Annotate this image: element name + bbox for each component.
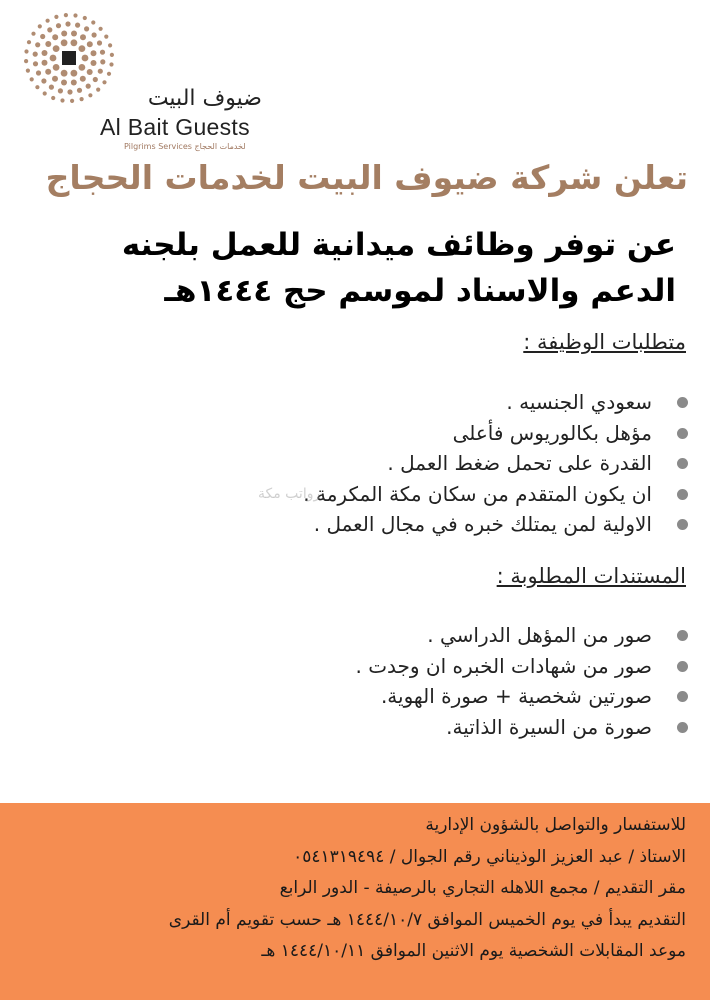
headline (16, 222, 676, 314)
logo-dot (110, 53, 114, 57)
logo-dot (79, 45, 86, 52)
logo-dot (24, 59, 28, 63)
logo-dot (104, 35, 108, 39)
logo-dot (84, 26, 89, 31)
footer-location-line: مقر التقديم / مجمع اللاهله التجاري بالرصيفة - الدور الرابع (279, 878, 686, 898)
footer-text (16, 810, 686, 968)
logo-dot (80, 34, 86, 40)
requirement-text: مؤهل بكالوريوس فأعلى (452, 420, 652, 445)
company-logo (14, 6, 262, 156)
logo-dot (40, 34, 45, 39)
logo-square (62, 51, 76, 65)
logo-dot (77, 88, 82, 93)
document-text: صور من شهادات الخبره ان وجدت . (355, 653, 652, 678)
logo-dot (61, 31, 67, 37)
logo-dot (53, 45, 60, 52)
logo-dot (87, 69, 93, 75)
logo-dot (36, 70, 41, 75)
logo-dot (49, 85, 54, 90)
logo-dot (100, 59, 105, 64)
logo-dot (79, 64, 86, 71)
logo-dot (91, 50, 97, 56)
bullet-icon (677, 722, 688, 733)
logo-dot (109, 62, 113, 66)
logo-dot (45, 69, 51, 75)
logo-dot (33, 61, 38, 66)
documents-title: المستندات المطلوبة : (496, 564, 686, 588)
list-item (148, 448, 688, 479)
logo-dot (80, 76, 86, 82)
logo-dot (71, 70, 78, 77)
logo-dot (43, 91, 47, 95)
logo-dot (61, 80, 67, 86)
logo-dot (73, 13, 77, 17)
requirement-text: القدرة على تحمل ضغط العمل . (387, 451, 652, 475)
requirements-list (148, 387, 688, 540)
logo-dot-ring (14, 6, 144, 116)
logo-dot (30, 77, 34, 81)
bullet-icon (677, 691, 688, 702)
logo-dot (51, 96, 55, 100)
logo-dot (42, 50, 48, 56)
logo-dot (71, 80, 77, 86)
headline-line-2: الدعم والاسناد لموسم حج ١٤٤٤هـ (164, 273, 676, 309)
requirement-text: سعودي الجنسيه . (506, 390, 652, 414)
logo-dot (92, 32, 97, 37)
footer-interview-line: موعد المقابلات الشخصية يوم الاثنين الموافق ١٤٤٤/١٠/١١ هـ (261, 941, 686, 961)
logo-dot (52, 34, 58, 40)
logo-dot (83, 16, 87, 20)
logo-dot (45, 41, 51, 47)
logo-dot (97, 40, 102, 45)
logo-dot (96, 88, 100, 92)
logo-dot (33, 52, 38, 57)
logo-dot (67, 89, 72, 94)
footer-contact-line: الاستاذ / عبد العزيز الوذيناني رقم الجوال / ٠٥٤١٣١٩٤٩٤ (293, 846, 686, 867)
list-item (148, 387, 688, 418)
headline-line-1: عن توفر وظائف ميدانية للعمل بلجنه (121, 227, 676, 263)
logo-dot (64, 13, 68, 17)
logo-dot (71, 39, 78, 46)
logo-dot (35, 85, 39, 89)
logo-dot (31, 32, 35, 36)
logo-dot (35, 42, 40, 47)
logo-dot (87, 41, 93, 47)
logo-dot (38, 24, 42, 28)
logo-dot (61, 70, 68, 77)
logo-dot (53, 64, 60, 71)
logo-dot (91, 20, 95, 24)
bullet-icon (677, 489, 688, 500)
list-item (148, 509, 688, 540)
list-item (148, 712, 688, 743)
list-item (148, 418, 688, 449)
logo-dot (70, 99, 74, 103)
list-item (148, 681, 688, 712)
logo-dot (100, 50, 105, 55)
logo-dot (80, 97, 84, 101)
logo-dot (98, 69, 103, 74)
logo-dot (88, 93, 92, 97)
bullet-icon (677, 661, 688, 672)
footer-inquiry-line: للاستفسار والتواصل بالشؤون الإدارية (425, 815, 686, 835)
logo-dot (47, 27, 52, 32)
logo-dot (46, 19, 50, 23)
bullet-icon (677, 428, 688, 439)
list-item (148, 620, 688, 651)
bullet-icon (677, 630, 688, 641)
logo-dot (82, 55, 89, 62)
logo-dot (61, 39, 68, 46)
bullet-icon (677, 397, 688, 408)
logo-dot (52, 76, 58, 82)
list-item (148, 479, 688, 510)
document-text: صورة من السيرة الذاتية. (446, 714, 652, 739)
documents-list (148, 620, 688, 742)
bullet-icon (677, 519, 688, 530)
logo-dot (86, 84, 91, 89)
logo-dot (58, 88, 63, 93)
logo-dot (54, 15, 58, 19)
logo-dot (75, 23, 80, 28)
logo-dot (42, 60, 48, 66)
logo-dot (41, 78, 46, 83)
logo-dot (26, 69, 30, 73)
logo-arabic-name: ضيوف البيت (147, 86, 262, 111)
logo-dot (60, 98, 64, 102)
logo-dot (50, 55, 57, 62)
logo-dot (107, 72, 111, 76)
bullet-icon (677, 458, 688, 469)
watermark: رواتب مكة (258, 486, 321, 502)
logo-tagline: Pilgrims Services لخدمات الحجاج (124, 142, 246, 151)
logo-dot (27, 40, 31, 44)
contact-footer (0, 803, 710, 1000)
logo-dot (99, 27, 103, 31)
requirement-text: الاولية لمن يمتلك خبره في مجال العمل . (313, 512, 652, 536)
logo-dot (56, 23, 61, 28)
logo-dot (91, 60, 97, 66)
announcement-title: تعلن شركة ضيوف البيت لخدمات الحجاج (45, 158, 688, 197)
logo-dot (24, 49, 28, 53)
logo-english-name: Al Bait Guests (100, 114, 250, 140)
requirement-text: ان يكون المتقدم من سكان مكة المكرمة . (303, 481, 652, 506)
logo-dot (71, 31, 77, 37)
document-text: صور من المؤهل الدراسي . (427, 623, 652, 647)
logo-dot (65, 21, 70, 26)
requirements-title: متطلبات الوظيفة : (523, 330, 686, 354)
footer-start-date-line: التقديم يبدأ في يوم الخميس الموافق ١٤٤٤/١٠/٧ هـ حسب تقويم أم القرى (168, 909, 686, 930)
logo-dot (108, 43, 112, 47)
logo-dot (93, 77, 98, 82)
list-item (148, 651, 688, 682)
logo-dot (102, 80, 106, 84)
document-text: صورتين شخصية + صورة الهوية. (380, 684, 652, 708)
